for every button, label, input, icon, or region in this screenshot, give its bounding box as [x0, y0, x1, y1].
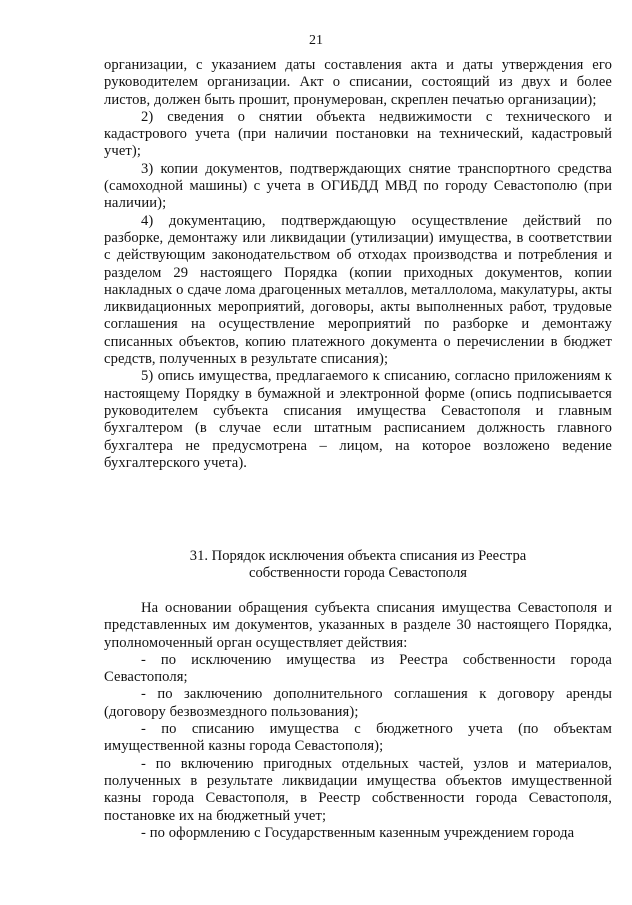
paragraph: 5) опись имущества, предлагаемого к списанию, согласно приложениям к настоящему Порядку в бумажной и электронной форме (опись подписывается руководителем субъекта списания имущества Севастополя и главным бухгалтером (в случае если штатным расписанием должность главного бухгалтера не предусмотрена – лицом, на которое возложено ведение бухгалтерского учета).: [104, 368, 612, 471]
list-item: - по включению пригодных отдельных частей, узлов и материалов, полученных в результате ликвидации имущества объектов имущественной казны города Севастополя, в Реестр собственности города Севастополя, постановке их на бюджетный учет;: [104, 755, 612, 824]
paragraph: 4) документацию, подтверждающую осуществление действий по разборке, демонтажу или ликвидации (утилизации) имущества, в соответствии с действующим законодательством об отходах производства и потребления и разделом 29 настоящего Порядка (копии приходных документов, копии накладных о сдаче лома драгоценных металлов, металлолома, макулатуры, акты ликвидационных мероприятий, договоры, акты выполненных работ, трудовые соглашения на осуществление мероприятий по разборке и демонтажу списанных объектов, копию платежного документа о перечислении в бюджет средств, полученных в результате списания);: [104, 212, 612, 368]
list-item: - по оформлению с Государственным казенным учреждением города: [141, 824, 575, 841]
section-heading: [104, 548, 612, 583]
section-heading-line: собственности города Севастополя: [248, 565, 467, 582]
section-heading-line: 31. Порядок исключения объекта списания из Реестра: [189, 548, 527, 564]
paragraph: 3) копии документов, подтверждающих снятие транспортного средства (самоходной машины) с учета в ОГИБДД МВД по городу Севастополю (при наличии);: [104, 160, 612, 212]
text-block-top: [104, 57, 612, 472]
list-item: - по заключению дополнительного соглашения к договору аренды (договору безвозмездного пользования);: [104, 686, 612, 720]
paragraph: На основании обращения субъекта списания имущества Севастополя и представленных им документов, указанных в разделе 30 настоящего Порядка, уполномоченный орган осуществляет действия:: [104, 600, 612, 651]
list-item: - по исключению имущества из Реестра собственности города Севастополя;: [104, 651, 612, 686]
paragraph: 2) сведения о снятии объекта недвижимости с технического и кадастрового учета (при наличии постановки на технический, кадастровый учет);: [104, 108, 612, 160]
list-item: - по списанию имущества с бюджетного учета (по объектам имущественной казны города Севастополя);: [104, 721, 612, 755]
text-block-bottom: [104, 600, 612, 842]
page-number: 21: [309, 33, 323, 48]
paragraph: организации, с указанием даты составления акта и даты утверждения его руководителем организации. Акт о списании, состоящий из двух и более листов, должен быть прошит, пронумерован, скреплен печатью организации);: [104, 57, 612, 108]
